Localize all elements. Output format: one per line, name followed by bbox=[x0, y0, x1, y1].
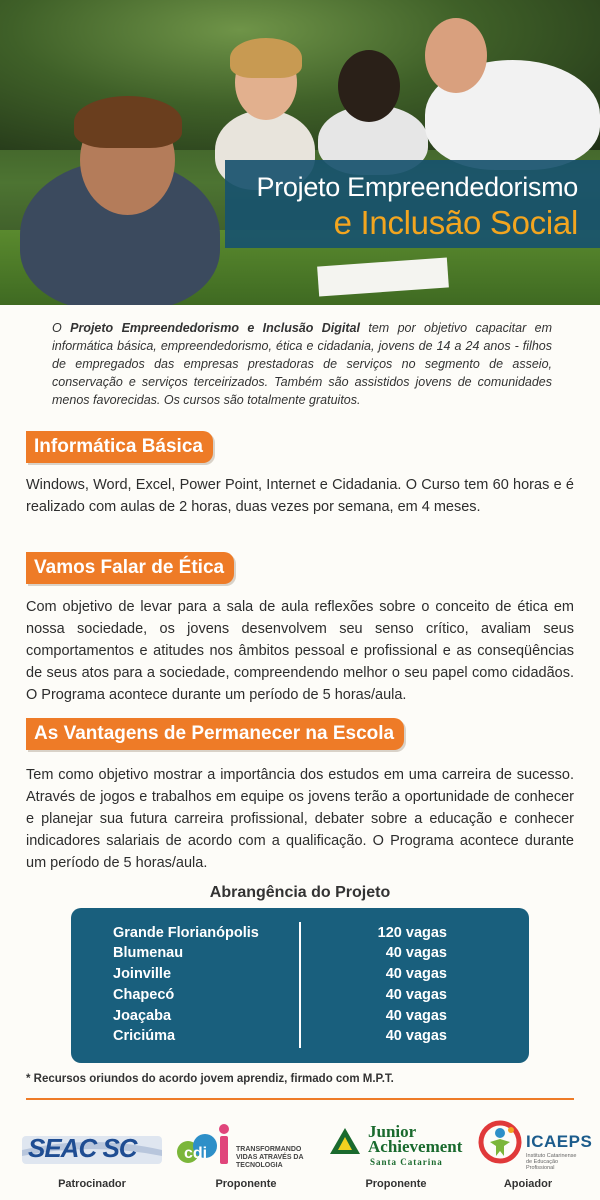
title-band bbox=[225, 160, 600, 248]
table-row bbox=[71, 925, 529, 945]
vagas-count: 120 vagas bbox=[377, 925, 447, 941]
ja-triangle-icon bbox=[330, 1128, 360, 1154]
city-name: Criciúma bbox=[113, 1028, 176, 1044]
ja-wordmark-line2: Achievement bbox=[368, 1137, 463, 1156]
seac-sc-wordmark: SEAC SC bbox=[28, 1133, 137, 1163]
caption-apoiador: Apoiador bbox=[503, 1178, 553, 1190]
vagas-count: 40 vagas bbox=[385, 966, 447, 982]
caption-patrocinador: Patrocinador bbox=[58, 1178, 126, 1190]
icaeps-wordmark: ICAEPS bbox=[526, 1132, 593, 1151]
vagas-count: 40 vagas bbox=[385, 945, 447, 961]
student-head-right bbox=[425, 18, 487, 93]
intro-paragraph: O Projeto Empreendedorismo e Inclusão Digital tem por objetivo capacitar em informática básica, empreendedorismo, ética e cidadania, jovens de 14 a 24 anos - filhos de empregados das empresas prestadoras de serviços no segmento de asseio, conservação e serviços terceirizados. Também são assistidos jovens de comunidades menos favorecidas. Os cursos são totalmente gratuitos. bbox=[52, 321, 552, 407]
section-text-etica: Com objetivo de levar para a sala de aula reflexões sobre o conceito de ética em nossa sociedade, os jovens desenvolvem seu senso crítico, avaliam seus comportamentos e atitudes nos âmbitos pessoal e profissional e as conseqüências de seus atos para a sociedade, compreendendo melhor o seu papel como cidadãos. O Programa acontece durante um período de 5 horas/aula. bbox=[26, 599, 574, 703]
ja-region: Santa Catarina bbox=[370, 1157, 443, 1167]
table-row bbox=[71, 1028, 529, 1048]
hero-photo bbox=[0, 0, 600, 305]
city-name: Grande Florianópolis bbox=[113, 925, 259, 941]
city-name: Joaçaba bbox=[113, 1008, 172, 1024]
vagas-count: 40 vagas bbox=[385, 987, 447, 1003]
footnote: * Recursos oriundos do acordo jovem aprendiz, firmado com M.P.T. bbox=[26, 1073, 394, 1085]
section-title-escola: As Vantagens de Permanecer na Escola bbox=[26, 718, 404, 750]
icaeps-people-icon bbox=[478, 1120, 522, 1164]
seac-sc-logo bbox=[22, 1130, 162, 1164]
vagas-count: 40 vagas bbox=[385, 1008, 447, 1024]
icaeps-logo bbox=[478, 1120, 593, 1171]
svg-text:cdi: cdi bbox=[184, 1145, 208, 1162]
city-name: Joinville bbox=[113, 966, 172, 982]
section-text-informatica: Windows, Word, Excel, Power Point, Internet e Cidadania. O Curso tem 60 horas e é realizado com aulas de 2 horas, duas vezes por semana, em 4 meses. bbox=[26, 477, 574, 515]
table-row bbox=[71, 1008, 529, 1028]
section-title-etica: Vamos Falar de Ética bbox=[26, 552, 234, 584]
table-row bbox=[71, 987, 529, 1007]
abrangencia-title: Abrangência do Projeto bbox=[209, 884, 391, 901]
caption-proponente-cdi: Proponente bbox=[215, 1178, 277, 1190]
table-row bbox=[71, 966, 529, 986]
section-text-escola: Tem como objetivo mostrar a importância dos estudos em uma carreira de sucesso. Através de jogos e trabalhos em equipe os jovens terão a oportunidade de conhecer e planejar sua futura carreira profissional, debater sobre a educação e conhecer indicadores salariais de acordo com a qualificação. O Programa acontece durante um período de 5 horas/aula. bbox=[26, 767, 574, 871]
page-title-line2: e Inclusão Social bbox=[333, 204, 578, 241]
abrangencia-table bbox=[71, 908, 529, 1063]
cdi-mark-icon bbox=[176, 1122, 236, 1166]
icaeps-tagline: Instituto Catarinense de Educação Profissional bbox=[526, 1153, 577, 1171]
table-row bbox=[71, 945, 529, 965]
city-name: Chapecó bbox=[113, 987, 175, 1003]
footer-divider bbox=[26, 1098, 574, 1100]
project-name: Projeto Empreendedorismo e Inclusão Digital bbox=[70, 321, 360, 335]
vagas-count: 40 vagas bbox=[385, 1028, 447, 1044]
section-title-informatica: Informática Básica bbox=[26, 431, 213, 463]
caption-proponente-ja: Proponente bbox=[365, 1178, 427, 1190]
city-name: Blumenau bbox=[113, 945, 184, 961]
page-title-line1: Projeto Empreendedorismo bbox=[256, 172, 578, 202]
ja-wordmark-line1: Junior bbox=[368, 1122, 417, 1141]
cdi-tagline: TRANSFORMANDO VIDAS ATRAVÉS DA TECNOLOGIA bbox=[236, 1146, 304, 1169]
junior-achievement-logo bbox=[330, 1124, 470, 1168]
cdi-logo bbox=[176, 1122, 316, 1169]
